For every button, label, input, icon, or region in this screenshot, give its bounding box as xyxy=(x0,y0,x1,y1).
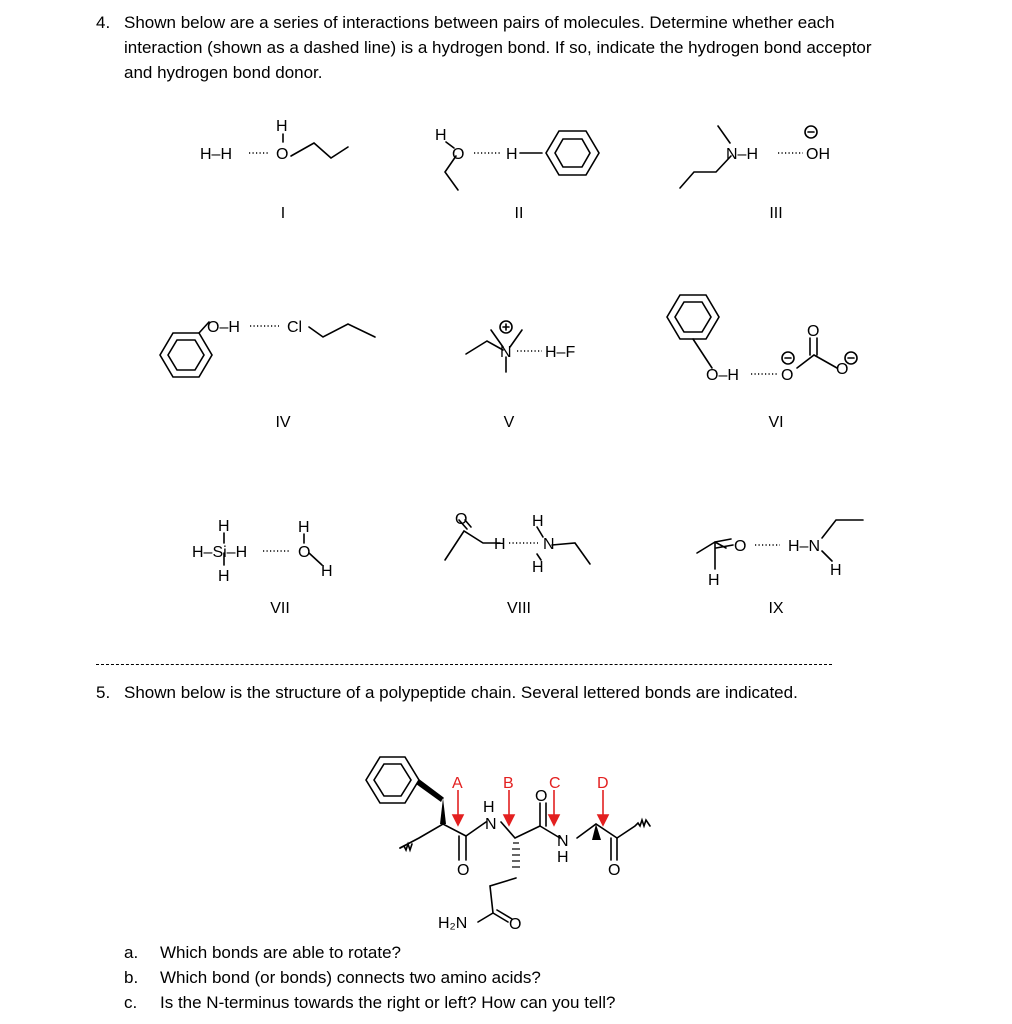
label-v: V xyxy=(503,414,515,431)
atom-h: H xyxy=(218,518,230,535)
sub-question-text: Which bonds are able to rotate? xyxy=(160,943,401,962)
question-4-line-1: Shown below are a series of interactions between pairs of molecules. Determine whether each xyxy=(124,13,835,32)
atom-h-h: H–H xyxy=(200,146,233,163)
atom-h-si-h: H–Si–H xyxy=(192,544,248,561)
atom-o: O xyxy=(509,916,522,933)
label-viii: VIII xyxy=(506,600,532,617)
question-4-line-3: and hydrogen bond donor. xyxy=(124,63,323,82)
atom-n: N xyxy=(557,833,569,850)
atom-o: O xyxy=(535,788,548,805)
label-i: I xyxy=(280,205,286,222)
question-4-number: 4. xyxy=(96,13,111,32)
atom-h: H xyxy=(483,799,495,816)
atom-o: O xyxy=(781,367,794,384)
bond-label-c: C xyxy=(549,775,561,792)
question-5-text: Shown below is the structure of a polypeptide chain. Several lettered bonds are indicated. xyxy=(124,683,798,702)
sub-question-label: b. xyxy=(124,968,139,987)
label-vii: VII xyxy=(270,600,290,617)
hydroxide: OH xyxy=(806,146,830,163)
label-iii: III xyxy=(769,205,783,222)
atom-o-h: O–H xyxy=(706,367,739,384)
label-ix: IX xyxy=(768,600,784,617)
atom-h: H xyxy=(435,127,447,144)
bond-label-b: B xyxy=(503,775,514,792)
bond-label-d: D xyxy=(597,775,609,792)
atom-h: H xyxy=(218,568,230,585)
atom-n-h: N–H xyxy=(726,146,759,163)
sub-question-text: Is the N-terminus towards the right or left? How can you tell? xyxy=(160,993,616,1012)
atom-h: H xyxy=(532,559,544,576)
sub-question-label: a. xyxy=(124,943,139,962)
atom-o: O xyxy=(608,862,621,879)
atom-n: N xyxy=(485,816,497,833)
atom-h: H xyxy=(532,513,544,530)
sub-question-label: c. xyxy=(124,993,138,1012)
atom-o: O xyxy=(276,146,289,163)
atom-o: O xyxy=(298,544,311,561)
label-vi: VI xyxy=(768,414,784,431)
atom-o: O xyxy=(452,146,465,163)
atom-o: O xyxy=(457,862,470,879)
atom-h: H xyxy=(708,572,720,589)
label-ii: II xyxy=(514,205,524,222)
atom-h: H xyxy=(494,536,506,553)
atom-o: O xyxy=(836,361,849,378)
atom-h: H xyxy=(321,563,333,580)
question-4-line-2: interaction (shown as a dashed line) is a hydrogen bond. If so, indicate the hydrogen bond acceptor xyxy=(124,38,872,57)
atom-cl: Cl xyxy=(287,319,303,336)
atom-o: O xyxy=(734,538,747,555)
atom-h-n: H–N xyxy=(788,538,821,555)
atom-o: O xyxy=(455,511,468,528)
atom-n: N xyxy=(543,536,555,553)
atom-n: N xyxy=(500,344,512,361)
atom-h: H xyxy=(830,562,842,579)
bond-label-a: A xyxy=(452,775,463,792)
question-5-number: 5. xyxy=(96,683,111,702)
atom-o-h: O–H xyxy=(207,319,240,336)
atom-h: H xyxy=(276,118,288,135)
atom-h: H xyxy=(506,146,518,163)
section-divider xyxy=(96,664,832,665)
atom-h: H xyxy=(298,519,310,536)
atom-o: O xyxy=(807,323,820,340)
label-iv: IV xyxy=(275,414,291,431)
atom-h: H xyxy=(557,849,569,866)
atom-h-f: H–F xyxy=(545,344,576,361)
sub-question-text: Which bond (or bonds) connects two amino acids? xyxy=(160,968,541,987)
amine-group: H₂N xyxy=(438,915,468,932)
